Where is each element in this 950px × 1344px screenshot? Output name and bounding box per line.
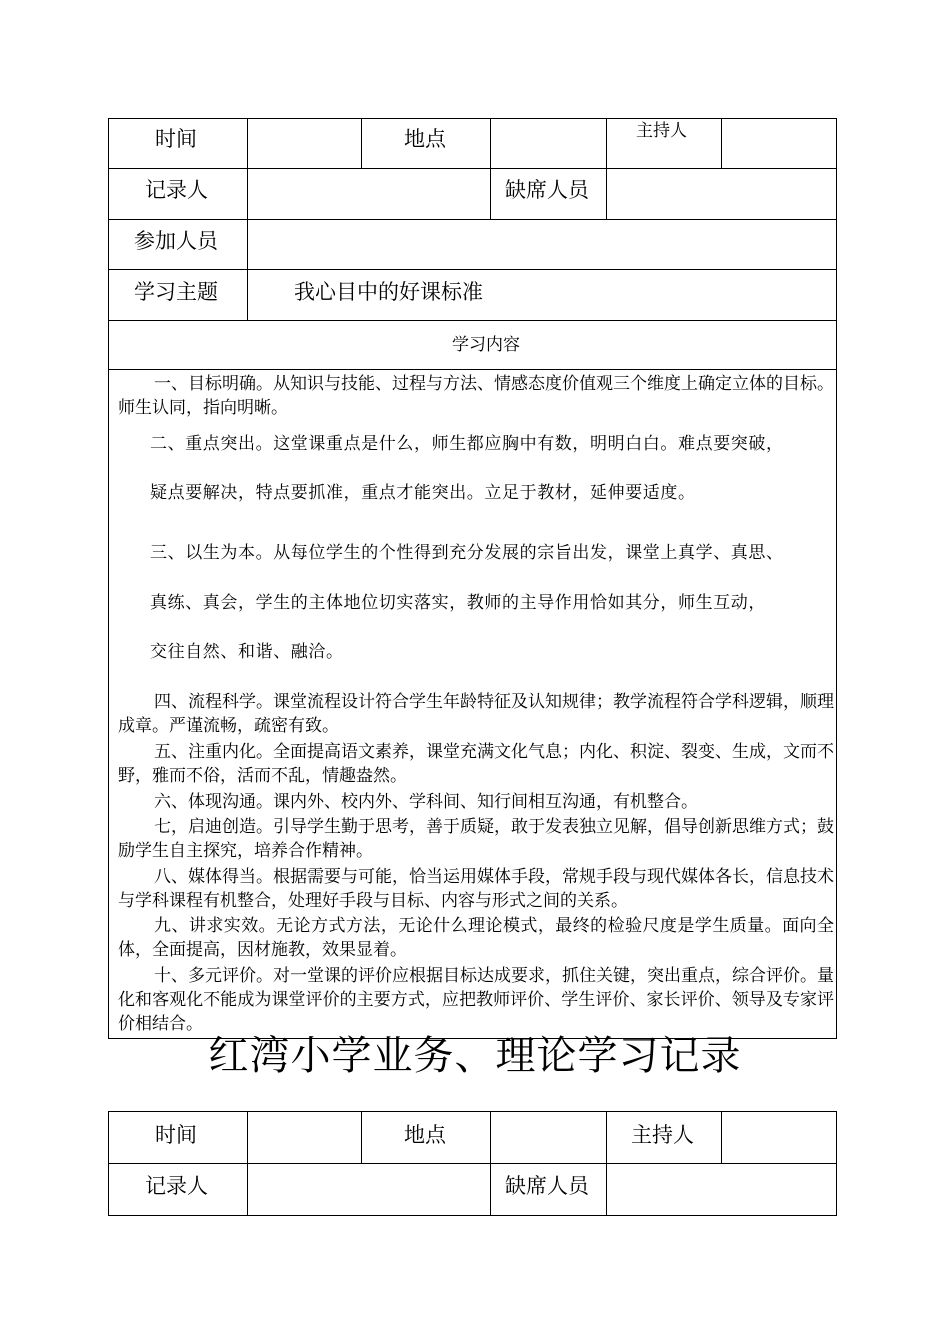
content-item: 交往自然、和谐、融洽。 [150, 642, 344, 662]
time-label: 时间 [155, 127, 197, 151]
table2-border-top [108, 1111, 837, 1112]
content-item: 二、重点突出。这堂课重点是什么，师生都应胸中有数，明明白白。难点要突破， [150, 434, 784, 454]
table2-row-line [108, 1163, 837, 1164]
table1-col-line [361, 118, 362, 169]
table1-col-line [606, 118, 607, 219]
content-header: 学习内容 [452, 335, 520, 355]
table1-col-line [247, 118, 248, 320]
content-item: 四、流程科学。课堂流程设计符合学生年龄特征及认知规律；教学流程符合学科逻辑，顺理成章。严谨流畅，疏密有致。 [118, 692, 834, 736]
time-label: 时间 [155, 1123, 197, 1147]
content-item: 八、媒体得当。根据需要与可能，恰当运用媒体手段，常规手段与现代媒体各长，信息技术与学科课程有机整合，处理好手段与目标、内容与形式之间的关系。 [118, 867, 834, 911]
recorder-label: 记录人 [145, 178, 208, 202]
topic-label: 学习主题 [134, 280, 218, 304]
place-label: 地点 [404, 127, 446, 151]
place-label: 地点 [404, 1123, 446, 1147]
content-item: 三、以生为本。从每位学生的个性得到充分发展的宗旨出发，课堂上真学、真思、 [150, 543, 784, 563]
table1-row-line [108, 320, 837, 321]
table2-col-line [721, 1111, 722, 1164]
table1-border-left [108, 118, 109, 1039]
table1-border-right [836, 118, 837, 1039]
absent-label: 缺席人员 [505, 1174, 589, 1198]
table1-row-line [108, 219, 837, 220]
table1-col-line [490, 118, 491, 219]
recorder-label: 记录人 [145, 1174, 208, 1198]
content-item: 七，启迪创造。引导学生勤于思考，善于质疑，敢于发表独立见解，倡导创新思维方式；鼓励学生自主探究，培养合作精神。 [118, 817, 834, 861]
table2-col-line [490, 1111, 491, 1216]
table1-row-line [108, 369, 837, 370]
host-label: 主持人 [631, 1123, 694, 1147]
topic-value: 我心目中的好课标准 [294, 280, 483, 304]
content-item: 五、注重内化。全面提高语文素养，课堂充满文化气息；内化、积淀、裂变、生成，文而不野，雅而不俗，活而不乱，情趣盎然。 [118, 742, 834, 786]
content-item: 九、讲求实效。无论方式方法，无论什么理论模式，最终的检验尺度是学生质量。面向全体，全面提高，因材施教，效果显着。 [118, 916, 834, 960]
table1-row-line [108, 269, 837, 270]
content-item: 真练、真会，学生的主体地位切实落实，教师的主导作用恰如其分，师生互动， [150, 593, 766, 613]
table1-col-line [721, 118, 722, 169]
table1-row-line [108, 168, 837, 169]
absent-label: 缺席人员 [505, 178, 589, 202]
table2-col-line [606, 1111, 607, 1216]
content-item: 十、多元评价。对一堂课的评价应根据目标达成要求，抓住关键，突出重点，综合评价。量化和客观化不能成为课堂评价的主要方式，应把教师评价、学生评价、家长评价、领导及专家评价相结合。 [118, 966, 834, 1034]
table2-col-line [247, 1111, 248, 1216]
page-title: 红湾小学业务、理论学习记录 [208, 1033, 742, 1079]
table1-border-top [108, 118, 837, 119]
host-label: 主持人 [636, 121, 687, 141]
table2-col-line [361, 1111, 362, 1164]
table2-border-bottom [108, 1215, 837, 1216]
content-item: 六、体现沟通。课内外、校内外、学科间、知行间相互沟通，有机整合。 [154, 792, 698, 812]
content-item: 一、目标明确。从知识与技能、过程与方法、情感态度价值观三个维度上确定立体的目标。师生认同，指向明晰。 [118, 374, 834, 418]
participants-label: 参加人员 [134, 229, 218, 253]
content-item: 疑点要解决，特点要抓准，重点才能突出。立足于教材，延伸要适度。 [150, 483, 696, 503]
